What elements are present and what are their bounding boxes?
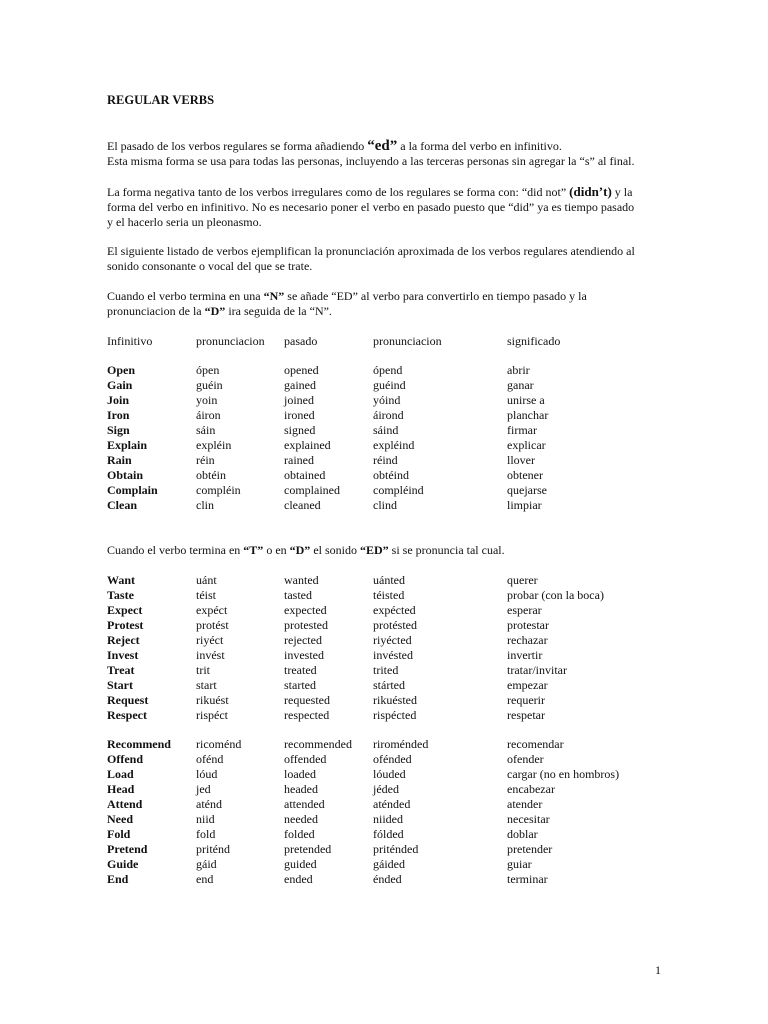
verb-table-n — [107, 363, 747, 513]
n-rule-line-2: pronunciacion de la “D” ira seguida de la “N”. — [107, 304, 332, 318]
verb-past-pronunciation: aténded — [373, 797, 411, 811]
verb-infinitive: Fold — [107, 827, 131, 841]
verb-infinitive: Taste — [107, 588, 134, 602]
verb-past-pronunciation: expécted — [373, 603, 416, 617]
verb-table-t — [107, 573, 747, 723]
verb-meaning: llover — [507, 453, 535, 467]
verb-past-pronunciation: rikuésted — [373, 693, 417, 707]
verb-infinitive: Reject — [107, 633, 140, 647]
verb-past: loaded — [284, 767, 316, 781]
verb-pronunciation: niid — [196, 812, 215, 826]
verb-past-pronunciation: téisted — [373, 588, 405, 602]
verb-meaning: limpiar — [507, 498, 542, 512]
verb-infinitive: Gain — [107, 378, 133, 392]
verb-past-pronunciation: énded — [373, 872, 402, 886]
verb-meaning: esperar — [507, 603, 542, 617]
verb-infinitive: Guide — [107, 857, 139, 871]
column-headers — [107, 334, 747, 349]
verb-meaning: necesitar — [507, 812, 550, 826]
verb-meaning: doblar — [507, 827, 538, 841]
verb-past-pronunciation: sáind — [373, 423, 399, 437]
verb-past: headed — [284, 782, 318, 796]
d-highlight-2: “D” — [289, 543, 311, 557]
verb-row — [107, 423, 747, 438]
verb-meaning: rechazar — [507, 633, 548, 647]
verb-row — [107, 693, 747, 708]
verb-past: folded — [284, 827, 315, 841]
verb-row — [107, 363, 747, 378]
verb-infinitive: Offend — [107, 752, 143, 766]
verb-past-pronunciation: rispécted — [373, 708, 417, 722]
verb-pronunciation: jed — [196, 782, 211, 796]
verb-past-pronunciation: jéded — [373, 782, 399, 796]
verb-row — [107, 408, 747, 423]
verb-past: cleaned — [284, 498, 321, 512]
verb-row — [107, 633, 747, 648]
verb-past-pronunciation: yóind — [373, 393, 401, 407]
verb-pronunciation: téist — [196, 588, 216, 602]
verb-row — [107, 378, 747, 393]
ed-highlight: “ed” — [367, 138, 398, 154]
verb-past-pronunciation: gáided — [373, 857, 405, 871]
verb-row — [107, 453, 747, 468]
verb-row — [107, 737, 747, 752]
verb-past: gained — [284, 378, 316, 392]
verb-row — [107, 588, 747, 603]
verb-past-pronunciation: áirond — [373, 408, 404, 422]
verb-meaning: terminar — [507, 872, 548, 886]
verb-pronunciation: riyéct — [196, 633, 224, 647]
verb-row — [107, 648, 747, 663]
verb-infinitive: Protest — [107, 618, 144, 632]
verb-infinitive: Request — [107, 693, 149, 707]
ed-highlight-2: “ED” — [359, 543, 389, 557]
list-intro-paragraph — [107, 244, 635, 274]
verb-infinitive: Complain — [107, 483, 158, 497]
verb-infinitive: Treat — [107, 663, 135, 677]
verb-infinitive: Need — [107, 812, 133, 826]
header-pasado: pasado — [284, 334, 318, 348]
verb-infinitive: Rain — [107, 453, 132, 467]
verb-row — [107, 857, 747, 872]
verb-row — [107, 752, 747, 767]
verb-meaning: pretender — [507, 842, 553, 856]
verb-row — [107, 842, 747, 857]
verb-row — [107, 708, 747, 723]
verb-row — [107, 678, 747, 693]
verb-meaning: obtener — [507, 468, 543, 482]
verb-meaning: protestar — [507, 618, 549, 632]
verb-row — [107, 618, 747, 633]
verb-past: complained — [284, 483, 340, 497]
verb-pronunciation: trit — [196, 663, 210, 677]
verb-past: obtained — [284, 468, 326, 482]
verb-pronunciation: invést — [196, 648, 225, 662]
verb-pronunciation: protést — [196, 618, 229, 632]
didnt-highlight: (didn’t) — [569, 184, 612, 199]
verb-past: explained — [284, 438, 331, 452]
verb-infinitive: Expect — [107, 603, 143, 617]
verb-past: joined — [284, 393, 314, 407]
verb-meaning: cargar (no en hombros) — [507, 767, 620, 781]
verb-past-pronunciation: stárted — [373, 678, 405, 692]
t-highlight: “T” — [243, 543, 264, 557]
verb-row — [107, 573, 747, 588]
verb-past: tasted — [284, 588, 312, 602]
verb-row — [107, 498, 747, 513]
verb-past: requested — [284, 693, 330, 707]
negative-paragraph — [107, 184, 634, 230]
verb-past-pronunciation: uánted — [373, 573, 405, 587]
verb-past: attended — [284, 797, 325, 811]
d-highlight: “D” — [204, 304, 226, 318]
verb-past: treated — [284, 663, 317, 677]
verb-meaning: quejarse — [507, 483, 547, 497]
verb-past: ironed — [284, 408, 315, 422]
verb-pronunciation: yoin — [196, 393, 218, 407]
verb-table-d — [107, 737, 747, 887]
verb-past-pronunciation: expléind — [373, 438, 415, 452]
verb-pronunciation: áiron — [196, 408, 221, 422]
verb-infinitive: Respect — [107, 708, 147, 722]
verb-infinitive: End — [107, 872, 129, 886]
verb-past: protested — [284, 618, 328, 632]
verb-row — [107, 468, 747, 483]
verb-past-pronunciation: niided — [373, 812, 403, 826]
verb-pronunciation: gáid — [196, 857, 217, 871]
verb-meaning: encabezar — [507, 782, 555, 796]
verb-past-pronunciation: ofénded — [373, 752, 412, 766]
verb-pronunciation: aténd — [196, 797, 222, 811]
header-significado: significado — [507, 334, 561, 348]
verb-past-pronunciation: riroménded — [373, 737, 429, 751]
verb-meaning: firmar — [507, 423, 537, 437]
verb-past-pronunciation: trited — [373, 663, 399, 677]
verb-past: guided — [284, 857, 317, 871]
verb-infinitive: Recommend — [107, 737, 171, 751]
verb-past-pronunciation: priténded — [373, 842, 419, 856]
verb-row — [107, 393, 747, 408]
verb-past: needed — [284, 812, 318, 826]
verb-pronunciation: end — [196, 872, 214, 886]
page-title: REGULAR VERBS — [107, 93, 215, 107]
verb-row — [107, 483, 747, 498]
verb-pronunciation: sáin — [196, 423, 216, 437]
verb-row — [107, 827, 747, 842]
verb-infinitive: Explain — [107, 438, 148, 452]
verb-past: wanted — [284, 573, 319, 587]
verb-infinitive: Join — [107, 393, 130, 407]
negative-line-3: y el hacerlo seria un pleonasmo. — [107, 215, 262, 229]
verb-infinitive: Obtain — [107, 468, 144, 482]
verb-pronunciation: rikuést — [196, 693, 229, 707]
verb-pronunciation: uánt — [196, 573, 217, 587]
verb-past-pronunciation: lóuded — [373, 767, 406, 781]
n-rule-paragraph — [107, 289, 587, 319]
page-number: 1 — [655, 963, 661, 977]
verb-past-pronunciation: obtéind — [373, 468, 409, 482]
header-infinitivo: Infinitivo — [107, 334, 153, 348]
verb-pronunciation: rispéct — [196, 708, 228, 722]
verb-meaning: explicar — [507, 438, 546, 452]
verb-pronunciation: expéct — [196, 603, 228, 617]
verb-past-pronunciation: fólded — [373, 827, 404, 841]
verb-row — [107, 663, 747, 678]
verb-meaning: ganar — [507, 378, 534, 392]
header-pronunciacion-pasado: pronunciacion — [373, 334, 442, 348]
verb-pronunciation: lóud — [196, 767, 218, 781]
verb-past: rejected — [284, 633, 322, 647]
verb-past: expected — [284, 603, 327, 617]
verb-meaning: invertir — [507, 648, 543, 662]
verb-row — [107, 812, 747, 827]
verb-past-pronunciation: riyécted — [373, 633, 412, 647]
verb-infinitive: Invest — [107, 648, 139, 662]
intro-line-1: El pasado de los verbos regulares se forma añadiendo “ed” a la forma del verbo en infinitivo. — [107, 138, 562, 154]
verb-meaning: guiar — [507, 857, 532, 871]
verb-past: invested — [284, 648, 324, 662]
verb-pronunciation: obtéin — [196, 468, 226, 482]
verb-past-pronunciation: clind — [373, 498, 397, 512]
n-rule-line-1: Cuando el verbo termina en una “N” se añade “ED” al verbo para convertirlo en tiempo pasado y la — [107, 289, 587, 303]
header-row — [107, 334, 747, 349]
verb-infinitive: Sign — [107, 423, 130, 437]
verb-infinitive: Attend — [107, 797, 143, 811]
td-rule-paragraph: Cuando el verbo termina en “T” o en “D” el sonido “ED” si se pronuncia tal cual. — [107, 543, 505, 557]
verb-pronunciation: fold — [196, 827, 216, 841]
intro-paragraph — [107, 139, 634, 169]
verb-meaning: planchar — [507, 408, 549, 422]
verb-meaning: abrir — [507, 363, 530, 377]
verb-meaning: respetar — [507, 708, 545, 722]
verb-meaning: requerir — [507, 693, 545, 707]
verb-past: rained — [284, 453, 314, 467]
negative-line-2: forma del verbo en infinitivo. No es necesario poner el verbo en pasado puesto que “did” ya es tiempo pasado — [107, 200, 635, 214]
verb-meaning: atender — [507, 797, 543, 811]
verb-past: recommended — [284, 737, 352, 751]
verb-infinitive: Open — [107, 363, 136, 377]
verb-pronunciation: start — [196, 678, 217, 692]
verb-past-pronunciation: ópend — [373, 363, 403, 377]
verb-row — [107, 767, 747, 782]
verb-infinitive: Want — [107, 573, 136, 587]
verb-infinitive: Start — [107, 678, 133, 692]
verb-row — [107, 782, 747, 797]
verb-meaning: recomendar — [507, 737, 564, 751]
verb-pronunciation: clin — [196, 498, 214, 512]
header-pronunciacion: pronunciacion — [196, 334, 265, 348]
verb-past: offended — [284, 752, 327, 766]
verb-pronunciation: compléin — [196, 483, 241, 497]
verb-past: started — [284, 678, 316, 692]
verb-row — [107, 603, 747, 618]
verb-past: opened — [284, 363, 319, 377]
verb-infinitive: Clean — [107, 498, 137, 512]
verb-row — [107, 797, 747, 812]
verb-pronunciation: ópen — [196, 363, 220, 377]
verb-past: ended — [284, 872, 313, 886]
n-highlight: “N” — [263, 289, 285, 303]
verb-pronunciation: guéin — [196, 378, 223, 392]
verb-meaning: ofender — [507, 752, 544, 766]
verb-row — [107, 872, 747, 887]
verb-infinitive: Pretend — [107, 842, 148, 856]
verb-meaning: probar (con la boca) — [507, 588, 604, 602]
verb-meaning: unirse a — [507, 393, 545, 407]
verb-pronunciation: ricoménd — [196, 737, 242, 751]
verb-pronunciation: priténd — [196, 842, 230, 856]
verb-past: pretended — [284, 842, 332, 856]
verb-past-pronunciation: compléind — [373, 483, 424, 497]
verb-past-pronunciation: protésted — [373, 618, 417, 632]
verb-pronunciation: expléin — [196, 438, 232, 452]
verb-past-pronunciation: réind — [373, 453, 398, 467]
list-intro-line-2: sonido consonante o vocal del que se trate. — [107, 259, 313, 273]
verb-infinitive: Iron — [107, 408, 130, 422]
list-intro-line-1: El siguiente listado de verbos ejemplifican la pronunciación aproximada de los verbos regulares atendiendo al — [107, 244, 635, 258]
verb-infinitive: Head — [107, 782, 135, 796]
verb-meaning: tratar/invitar — [507, 663, 567, 677]
verb-meaning: querer — [507, 573, 538, 587]
verb-infinitive: Load — [107, 767, 134, 781]
verb-past: respected — [284, 708, 330, 722]
verb-pronunciation: ofénd — [196, 752, 224, 766]
verb-pronunciation: réin — [196, 453, 215, 467]
verb-meaning: empezar — [507, 678, 548, 692]
verb-past-pronunciation: guéind — [373, 378, 406, 392]
verb-past-pronunciation: invésted — [373, 648, 413, 662]
verb-row — [107, 438, 747, 453]
intro-line-2: Esta misma forma se usa para todas las personas, incluyendo a las terceras personas sin agregar la “s” al final. — [107, 154, 635, 168]
negative-line-1: La forma negativa tanto de los verbos irregulares como de los regulares se forma con: “did not” (didn’t) y la — [107, 184, 633, 199]
verb-past: signed — [284, 423, 316, 437]
